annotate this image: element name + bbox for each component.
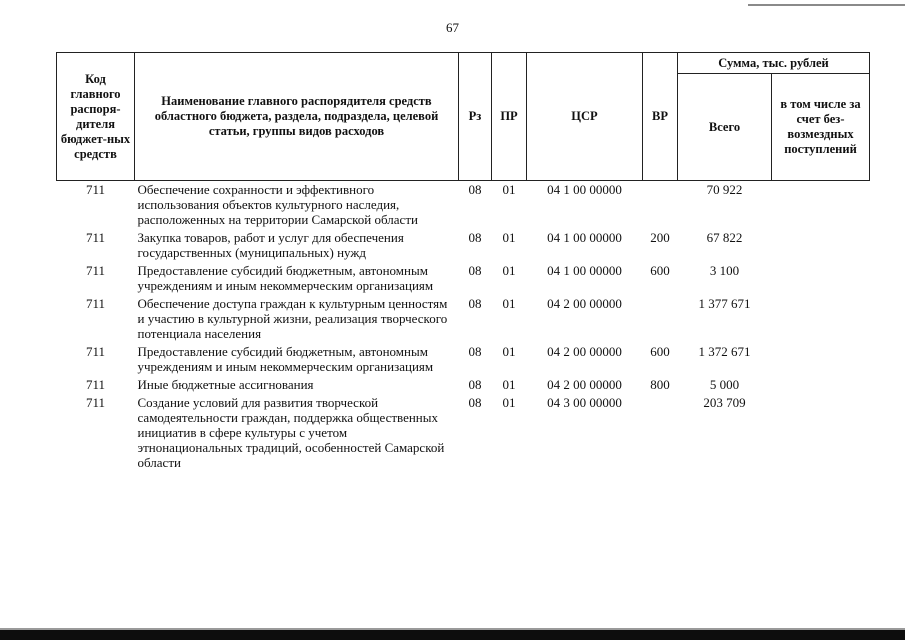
cell-total: 203 709 xyxy=(703,395,746,410)
cell-pr: 01 xyxy=(502,377,516,392)
cell-name: Предоставление субсидий бюджетным, автономным учреждениям и иным некоммерческим организациям xyxy=(137,344,434,374)
scan-bottom-bar xyxy=(0,630,905,640)
cell-vr: 600 xyxy=(650,263,670,278)
cell-pr: 01 xyxy=(502,263,516,278)
cell-code: 711 xyxy=(85,182,106,197)
cell-csr: 04 3 00 00000 xyxy=(547,395,622,410)
cell-rz: 08 xyxy=(468,182,482,197)
header-sum-group: Сумма, тыс. рублей xyxy=(678,53,870,74)
scan-top-rule xyxy=(748,4,905,6)
cell-pr: 01 xyxy=(502,182,516,197)
cell-vr xyxy=(643,295,678,343)
cell-csr: 04 1 00 00000 xyxy=(547,263,622,278)
cell-csr: 04 1 00 00000 xyxy=(547,182,622,197)
cell-code: 711 xyxy=(85,230,106,245)
cell-total: 1 377 671 xyxy=(698,296,751,311)
table-row xyxy=(57,394,870,472)
cell-total: 1 372 671 xyxy=(698,344,751,359)
table-row xyxy=(57,295,870,343)
header-rz: Рз xyxy=(459,53,492,181)
header-pr: ПР xyxy=(492,53,527,181)
cell-name: Предоставление субсидий бюджетным, автономным учреждениям и иным некоммерческим организациям xyxy=(137,263,434,293)
cell-total: 67 822 xyxy=(706,230,743,245)
cell-rz: 08 xyxy=(468,263,482,278)
cell-gratuitous xyxy=(772,343,870,376)
cell-rz: 08 xyxy=(468,377,482,392)
cell-vr: 600 xyxy=(650,344,670,359)
cell-vr xyxy=(643,181,678,230)
cell-code: 711 xyxy=(85,344,106,359)
header-row xyxy=(57,53,870,74)
table-row xyxy=(57,181,870,230)
header-gratuitous: в том числе за счет без-возмездных поступлений xyxy=(772,74,870,181)
cell-csr: 04 1 00 00000 xyxy=(547,230,622,245)
cell-name: Создание условий для развития творческой самодеятельности граждан, поддержка общественных инициатив в сфере культуры с учетом этнонациональных традиций, особенностей Самарской области xyxy=(137,395,445,470)
header-csr: ЦСР xyxy=(527,53,643,181)
cell-name: Иные бюджетные ассигнования xyxy=(137,377,314,392)
cell-rz: 08 xyxy=(468,296,482,311)
cell-gratuitous xyxy=(772,394,870,472)
header-total: Всего xyxy=(678,74,772,181)
cell-code: 711 xyxy=(85,296,106,311)
cell-pr: 01 xyxy=(502,344,516,359)
cell-rz: 08 xyxy=(468,230,482,245)
cell-vr: 200 xyxy=(650,230,670,245)
cell-total: 3 100 xyxy=(709,263,740,278)
cell-gratuitous xyxy=(772,262,870,295)
table-row xyxy=(57,343,870,376)
header-vr: ВР xyxy=(643,53,678,181)
page-number: 67 xyxy=(446,20,459,35)
header-name: Наименование главного распорядителя средств областного бюджета, раздела, подраздела, целевой статьи, группы видов расходов xyxy=(135,53,459,181)
cell-csr: 04 2 00 00000 xyxy=(547,296,622,311)
cell-vr xyxy=(643,394,678,472)
cell-name: Обеспечение доступа граждан к культурным ценностям и участию в культурной жизни, реализация творческого потенциала населения xyxy=(137,296,448,341)
cell-rz: 08 xyxy=(468,395,482,410)
cell-gratuitous xyxy=(772,295,870,343)
table-row xyxy=(57,376,870,394)
cell-rz: 08 xyxy=(468,344,482,359)
cell-pr: 01 xyxy=(502,230,516,245)
cell-csr: 04 2 00 00000 xyxy=(547,377,622,392)
cell-name: Закупка товаров, работ и услуг для обеспечения государственных (муниципальных) нужд xyxy=(137,230,404,260)
table-row xyxy=(57,229,870,262)
cell-total: 5 000 xyxy=(709,377,740,392)
cell-gratuitous xyxy=(772,376,870,394)
cell-csr: 04 2 00 00000 xyxy=(547,344,622,359)
cell-name: Обеспечение сохранности и эффективного использования объектов культурного наследия, расположенных на территории Самарской области xyxy=(137,182,418,227)
cell-code: 711 xyxy=(85,377,106,392)
cell-vr: 800 xyxy=(650,377,670,392)
table-row xyxy=(57,262,870,295)
cell-pr: 01 xyxy=(502,395,516,410)
cell-gratuitous xyxy=(772,229,870,262)
cell-total: 70 922 xyxy=(706,182,743,197)
cell-code: 711 xyxy=(85,395,106,410)
table-body xyxy=(57,181,870,473)
cell-pr: 01 xyxy=(502,296,516,311)
header-code: Код главного распоря-дителя бюджет-ных средств xyxy=(57,53,135,181)
cell-gratuitous xyxy=(772,181,870,230)
budget-table xyxy=(56,52,870,472)
cell-code: 711 xyxy=(85,263,106,278)
